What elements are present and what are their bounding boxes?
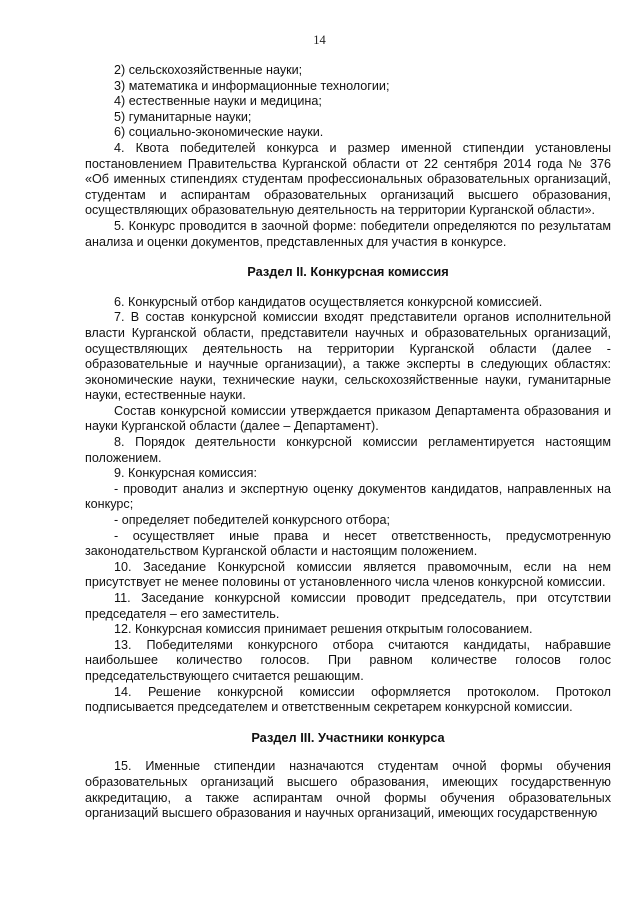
paragraph-13: 13. Победителями конкурсного отбора считаются кандидаты, набравшие наибольшее количество голосов. При равном количестве голосов голос председательствующего считается решающим.	[85, 637, 611, 683]
paragraph-15: 15. Именные стипендии назначаются студентам очной формы обучения образовательных организаций высшего образования, имеющих государственную аккредитацию, а также аспирантам очной формы обучения образовательных организаций высшего образования и научных организаций, имеющих государственную	[85, 759, 611, 821]
section-3-title: Раздел III. Участники конкурса	[251, 729, 445, 745]
page-number: 14	[313, 33, 326, 47]
list-item: 5) гуманитарные науки;	[114, 109, 252, 124]
paragraph-10: 10. Заседание Конкурсной комиссии является правомочным, если на нем присутствует не менее половины от установленного числа членов конкурсной комиссии.	[85, 559, 611, 590]
paragraph-11: 11. Заседание конкурсной комиссии проводит председатель, при отсутствии председателя – его заместитель.	[85, 591, 611, 621]
paragraph-8: 8. Порядок деятельности конкурсной комиссии регламентируется настоящим положением.	[85, 435, 611, 465]
paragraph-14: 14. Решение конкурсной комиссии оформляется протоколом. Протокол подписывается председателем и ответственным секретарем конкурсной комиссии.	[85, 684, 611, 715]
paragraph-5-format: 5. Конкурс проводится в заочной форме: победители определяются по результатам анализа и оценки документов, представленных для участия в конкурсе.	[85, 218, 611, 249]
commission-duty-item: - осуществляет иные права и несет ответственность, предусмотренную законодательством Курганской области и настоящим положением.	[85, 528, 611, 559]
list-item: 6) социально-экономические науки.	[114, 125, 324, 140]
list-item: 3) математика и информационные технологии;	[114, 78, 390, 93]
commission-duty-item: - определяет победителей конкурсного отбора;	[114, 513, 391, 528]
document-body	[85, 63, 611, 822]
list-item: 2) сельскохозяйственные науки;	[114, 63, 303, 77]
paragraph-4-quota: 4. Квота победителей конкурса и размер именной стипендии установлены постановлением Правительства Курганской области от 22 сентября 2014 года № 376 «Об именных стипендиях студентам профессиональных образовательных организаций, студентам и аспирантам образовательных организаций высшего образования, осуществляющих образовательную деятельность на территории Курганской области».	[85, 140, 611, 218]
section-2-title: Раздел II. Конкурсная комиссия	[247, 264, 449, 280]
paragraph-commission-composition: Состав конкурсной комиссии утверждается приказом Департамента образования и науки Курганской области (далее – Департамент).	[85, 403, 611, 434]
commission-duty-item: - проводит анализ и экспертную оценку документов кандидатов, направленных на конкурс;	[85, 481, 611, 512]
paragraph-9: 9. Конкурсная комиссия:	[114, 466, 257, 481]
paragraph-7: 7. В состав конкурсной комиссии входят представители органов исполнительной власти Курганской области, представители научных и образовательных организаций, осуществляющих деятельность на территории Курганской области (далее - образовательные и научные организации), а также эксперты в следующих областях: экономические науки, технические науки, сельскохозяйственные науки, гуманитарные науки, естественные науки.	[85, 310, 611, 403]
list-item: 4) естественные науки и медицина;	[114, 94, 322, 109]
paragraph-6: 6. Конкурсный отбор кандидатов осуществляется конкурсной комиссией.	[114, 294, 543, 309]
paragraph-12: 12. Конкурсная комиссия принимает решения открытым голосованием.	[114, 622, 533, 637]
